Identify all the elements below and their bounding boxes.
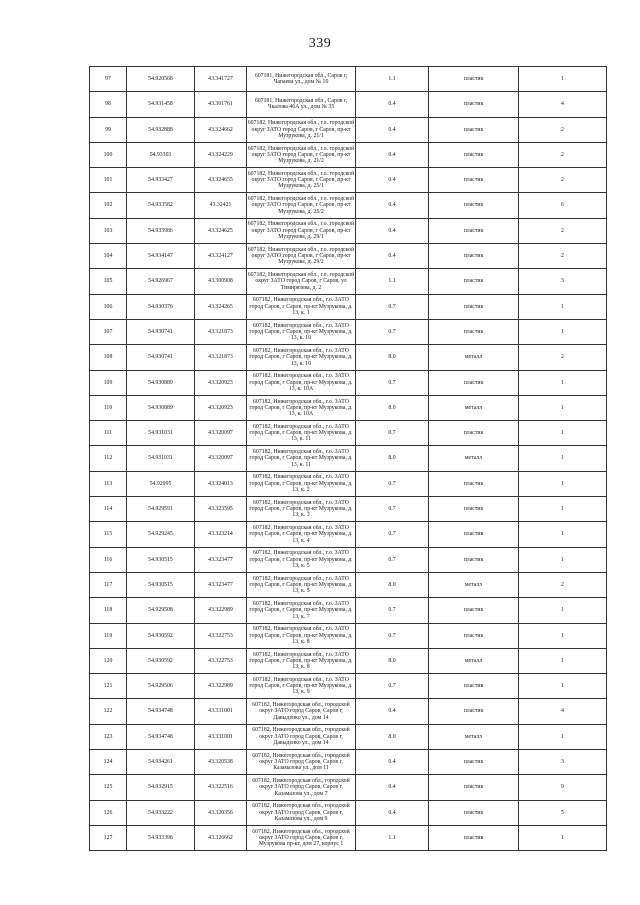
address-cell: 607182, Нижегородская обл., г.о. ЗАТО город Саров, г Саров, пр-кт Музрукова, д. 13, к. 4 <box>247 522 356 547</box>
volume-cell: 0.4 <box>356 699 429 724</box>
table-row <box>90 142 607 167</box>
latitude-cell: 54.934748 <box>127 724 195 749</box>
count-cell: 4 <box>519 699 607 724</box>
address-cell: 607182, Нижегородская обл., г.о. ЗАТО город Саров, г Саров, пр-кт Музрукова, д. 13, к. 10А <box>247 395 356 420</box>
row-number-cell: 121 <box>90 674 127 699</box>
volume-cell: 0.7 <box>356 547 429 572</box>
material-cell: пластик <box>429 168 519 193</box>
count-cell: 2 <box>519 218 607 243</box>
latitude-cell: 54.933222 <box>127 800 195 825</box>
longitude-cell: 43.324662 <box>195 117 247 142</box>
table-row <box>90 67 607 92</box>
count-cell: 2 <box>519 142 607 167</box>
latitude-cell: 54.931458 <box>127 92 195 117</box>
latitude-cell: 54.931031 <box>127 421 195 446</box>
count-cell: 1 <box>519 623 607 648</box>
row-number-cell: 122 <box>90 699 127 724</box>
volume-cell: 0.7 <box>356 674 429 699</box>
longitude-cell: 43.320538 <box>195 750 247 775</box>
longitude-cell: 43.331001 <box>195 724 247 749</box>
address-cell: 607182, Нижегородская обл., г.о. ЗАТО город Саров, г Саров, пр-кт Музрукова, д. 13, к. 11 <box>247 421 356 446</box>
longitude-cell: 43.323477 <box>195 547 247 572</box>
longitude-cell: 43.324625 <box>195 218 247 243</box>
material-cell: пластик <box>429 623 519 648</box>
row-number-cell: 101 <box>90 168 127 193</box>
latitude-cell: 54.929245 <box>127 522 195 547</box>
row-number-cell: 109 <box>90 370 127 395</box>
row-number-cell: 98 <box>90 92 127 117</box>
volume-cell: 8.0 <box>356 395 429 420</box>
table-row <box>90 193 607 218</box>
volume-cell: 0.7 <box>356 598 429 623</box>
longitude-cell: 43.322989 <box>195 674 247 699</box>
latitude-cell: 54.929506 <box>127 674 195 699</box>
table-row <box>90 598 607 623</box>
latitude-cell: 54.920568 <box>127 67 195 92</box>
table-row <box>90 218 607 243</box>
row-number-cell: 113 <box>90 471 127 496</box>
material-cell: пластик <box>429 193 519 218</box>
latitude-cell: 54.930889 <box>127 370 195 395</box>
table-row <box>90 547 607 572</box>
material-cell: пластик <box>429 547 519 572</box>
address-cell: 607182, Нижегородская обл., г.о. ЗАТО город Саров, г Саров, пр-кт Музрукова, д. 13, к. 5 <box>247 547 356 572</box>
row-number-cell: 102 <box>90 193 127 218</box>
material-cell: пластик <box>429 674 519 699</box>
material-cell: пластик <box>429 800 519 825</box>
volume-cell: 0.7 <box>356 623 429 648</box>
table-row <box>90 825 607 850</box>
table-row <box>90 446 607 471</box>
longitude-cell: 43.324127 <box>195 244 247 269</box>
latitude-cell: 54.933427 <box>127 168 195 193</box>
count-cell: 2 <box>519 345 607 370</box>
latitude-cell: 54.930592 <box>127 648 195 673</box>
table-row <box>90 244 607 269</box>
latitude-cell: 54.930889 <box>127 395 195 420</box>
row-number-cell: 100 <box>90 142 127 167</box>
address-cell: 607182, Нижегородская обл., городской округ ЗАТО город Саров, Саров г, Казамазова ул., дом 11 <box>247 750 356 775</box>
longitude-cell: 43.331001 <box>195 699 247 724</box>
address-cell: 607181, Нижегородская обл., Саров г, Чапаева ул., дом № 10 <box>247 67 356 92</box>
count-cell: 6 <box>519 193 607 218</box>
material-cell: металл <box>429 446 519 471</box>
latitude-cell: 54.932915 <box>127 775 195 800</box>
longitude-cell: 43.323595 <box>195 497 247 522</box>
row-number-cell: 124 <box>90 750 127 775</box>
container-sites-table <box>89 66 607 851</box>
material-cell: металл <box>429 648 519 673</box>
volume-cell: 0.7 <box>356 370 429 395</box>
address-cell: 607182, Нижегородская обл., г.о. ЗАТО город Саров, г Саров, пр-кт Музрукова, д. 13, к. 10А <box>247 370 356 395</box>
table-row <box>90 319 607 344</box>
address-cell: 607182, Нижегородская обл., г.о. городской округ ЗАТО город Саров, г Саров, пр-кт Музрукова, д. 21/1 <box>247 117 356 142</box>
row-number-cell: 118 <box>90 598 127 623</box>
address-cell: 607182, Нижегородская обл., г.о. городской округ ЗАТО город Саров, г Саров, пр-кт Музрукова, д. 21/2 <box>247 142 356 167</box>
address-cell: 607182, Нижегородская обл., г.о. ЗАТО город Саров, г Саров, пр-кт Музрукова, д. 13, к. 1 <box>247 294 356 319</box>
volume-cell: 0.4 <box>356 218 429 243</box>
count-cell: 1 <box>519 370 607 395</box>
count-cell: 1 <box>519 724 607 749</box>
table-row <box>90 775 607 800</box>
address-cell: 607182, Нижегородская обл., городской округ ЗАТО город Саров, Саров г, Давыденко ул., дом 14 <box>247 724 356 749</box>
row-number-cell: 115 <box>90 522 127 547</box>
row-number-cell: 97 <box>90 67 127 92</box>
row-number-cell: 104 <box>90 244 127 269</box>
material-cell: пластик <box>429 294 519 319</box>
count-cell: 1 <box>519 648 607 673</box>
count-cell: 9 <box>519 775 607 800</box>
address-cell: 607182, Нижегородская обл., г.о. ЗАТО город Саров, г Саров, пр-кт Музрукова, д. 13, к. 10 <box>247 345 356 370</box>
row-number-cell: 126 <box>90 800 127 825</box>
longitude-cell: 43.321873 <box>195 319 247 344</box>
table-row <box>90 497 607 522</box>
row-number-cell: 103 <box>90 218 127 243</box>
material-cell: металл <box>429 724 519 749</box>
row-number-cell: 125 <box>90 775 127 800</box>
material-cell: пластик <box>429 67 519 92</box>
material-cell: пластик <box>429 699 519 724</box>
row-number-cell: 99 <box>90 117 127 142</box>
longitude-cell: 43.320923 <box>195 370 247 395</box>
latitude-cell: 54.933398 <box>127 825 195 850</box>
address-cell: 607181, Нижегородская обл., Саров г, Чкалова 46А ул., дом № 35 <box>247 92 356 117</box>
address-cell: 607182, Нижегородская обл., г.о. городской округ ЗАТО город Саров, г Саров, пр-кт Музрукова, д. 25/1 <box>247 168 356 193</box>
count-cell: 2 <box>519 117 607 142</box>
material-cell: пластик <box>429 244 519 269</box>
material-cell: пластик <box>429 218 519 243</box>
material-cell: металл <box>429 395 519 420</box>
count-cell: 2 <box>519 244 607 269</box>
material-cell: пластик <box>429 269 519 294</box>
table-row <box>90 269 607 294</box>
row-number-cell: 111 <box>90 421 127 446</box>
address-cell: 607182, Нижегородская обл., городской округ ЗАТО город Саров, Саров г, Музрукова пр-кт, дом 27, корпус 1 <box>247 825 356 850</box>
volume-cell: 8.0 <box>356 446 429 471</box>
volume-cell: 0.4 <box>356 117 429 142</box>
table-row <box>90 168 607 193</box>
volume-cell: 1.1 <box>356 67 429 92</box>
longitude-cell: 43.324655 <box>195 168 247 193</box>
latitude-cell: 54.934147 <box>127 244 195 269</box>
table-row <box>90 92 607 117</box>
volume-cell: 0.7 <box>356 471 429 496</box>
volume-cell: 0.4 <box>356 750 429 775</box>
row-number-cell: 119 <box>90 623 127 648</box>
table-row <box>90 800 607 825</box>
longitude-cell: 43.324013 <box>195 471 247 496</box>
count-cell: 1 <box>519 471 607 496</box>
table-row <box>90 421 607 446</box>
latitude-cell: 54.929591 <box>127 497 195 522</box>
table-row <box>90 724 607 749</box>
material-cell: пластик <box>429 92 519 117</box>
volume-cell: 0.7 <box>356 522 429 547</box>
table-row <box>90 623 607 648</box>
table-row <box>90 117 607 142</box>
longitude-cell: 43.326662 <box>195 825 247 850</box>
longitude-cell: 43.300908 <box>195 269 247 294</box>
address-cell: 607182, Нижегородская обл., г.о. городской округ ЗАТО город Саров, г Саров, пр-кт Музрукова, д. 29/2 <box>247 244 356 269</box>
longitude-cell: 43.322516 <box>195 775 247 800</box>
table-row <box>90 294 607 319</box>
latitude-cell: 54.930741 <box>127 345 195 370</box>
row-number-cell: 112 <box>90 446 127 471</box>
latitude-cell: 54.933582 <box>127 193 195 218</box>
page-number: 339 <box>308 36 332 51</box>
longitude-cell: 43.324229 <box>195 142 247 167</box>
address-cell: 607182, Нижегородская обл., г.о. ЗАТО город Саров, г Саров, пр-кт Музрукова, д. 13, к. 8 <box>247 623 356 648</box>
longitude-cell: 43.322753 <box>195 648 247 673</box>
address-cell: 607182, Нижегородская обл., г.о. ЗАТО город Саров, г Саров, пр-кт Музрукова, д. 13, к. 10 <box>247 319 356 344</box>
count-cell: 1 <box>519 421 607 446</box>
longitude-cell: 43.320097 <box>195 421 247 446</box>
row-number-cell: 114 <box>90 497 127 522</box>
material-cell: пластик <box>429 825 519 850</box>
longitude-cell: 43.322989 <box>195 598 247 623</box>
count-cell: 1 <box>519 294 607 319</box>
volume-cell: 0.4 <box>356 775 429 800</box>
longitude-cell: 43.320097 <box>195 446 247 471</box>
row-number-cell: 107 <box>90 319 127 344</box>
volume-cell: 8.0 <box>356 724 429 749</box>
table-row <box>90 648 607 673</box>
table-row <box>90 345 607 370</box>
count-cell: 1 <box>519 547 607 572</box>
volume-cell: 0.4 <box>356 193 429 218</box>
address-cell: 607182, Нижегородская обл., г.о. ЗАТО город Саров, г Саров, пр-кт Музрукова, д. 13, к. 11 <box>247 446 356 471</box>
volume-cell: 0.7 <box>356 421 429 446</box>
latitude-cell: 54.926967 <box>127 269 195 294</box>
count-cell: 4 <box>519 92 607 117</box>
table-row <box>90 674 607 699</box>
address-cell: 607182, Нижегородская обл., г.о. ЗАТО город Саров, г Саров, пр-кт Музрукова, д. 13, к. 8 <box>247 648 356 673</box>
count-cell: 3 <box>519 750 607 775</box>
volume-cell: 8.0 <box>356 572 429 597</box>
material-cell: пластик <box>429 497 519 522</box>
latitude-cell: 54.932888 <box>127 117 195 142</box>
latitude-cell: 54.930376 <box>127 294 195 319</box>
count-cell: 1 <box>519 446 607 471</box>
material-cell: пластик <box>429 142 519 167</box>
material-cell: пластик <box>429 117 519 142</box>
latitude-cell: 54.92995 <box>127 471 195 496</box>
longitude-cell: 43.320356 <box>195 800 247 825</box>
material-cell: пластик <box>429 750 519 775</box>
table-row <box>90 750 607 775</box>
count-cell: 3 <box>519 269 607 294</box>
volume-cell: 0.7 <box>356 294 429 319</box>
address-cell: 607182, Нижегородская обл., г.о. городской округ ЗАТО город Саров, г Саров, пр-кт Музрукова, д. 25/2 <box>247 193 356 218</box>
row-number-cell: 116 <box>90 547 127 572</box>
volume-cell: 8.0 <box>356 648 429 673</box>
row-number-cell: 110 <box>90 395 127 420</box>
latitude-cell: 54.930515 <box>127 572 195 597</box>
volume-cell: 0.4 <box>356 92 429 117</box>
count-cell: 5 <box>519 800 607 825</box>
count-cell: 1 <box>519 825 607 850</box>
address-cell: 607182, Нижегородская обл., г.о. городской округ ЗАТО город Саров, г Саров, пр-кт Музрукова, д. 29/1 <box>247 218 356 243</box>
latitude-cell: 54.934261 <box>127 750 195 775</box>
longitude-cell: 43.341727 <box>195 67 247 92</box>
latitude-cell: 54.930741 <box>127 319 195 344</box>
count-cell: 1 <box>519 674 607 699</box>
material-cell: пластик <box>429 471 519 496</box>
longitude-cell: 43.32421 <box>195 193 247 218</box>
latitude-cell: 54.929508 <box>127 598 195 623</box>
count-cell: 2 <box>519 572 607 597</box>
volume-cell: 0.4 <box>356 800 429 825</box>
count-cell: 1 <box>519 522 607 547</box>
address-cell: 607182, Нижегородская обл., городской округ ЗАТО город Саров, Саров г, Казамазова ул., дом 7 <box>247 775 356 800</box>
address-cell: 607182, Нижегородская обл., г.о. ЗАТО город Саров, г Саров, пр-кт Музрукова, д. 13, к. 5 <box>247 572 356 597</box>
row-number-cell: 108 <box>90 345 127 370</box>
volume-cell: 1.1 <box>356 825 429 850</box>
address-cell: 607182, Нижегородская обл., г.о. городской округ ЗАТО город Саров, г Саров, ул Тимирязева, д. 2 <box>247 269 356 294</box>
material-cell: пластик <box>429 370 519 395</box>
longitude-cell: 43.301761 <box>195 92 247 117</box>
latitude-cell: 54.930592 <box>127 623 195 648</box>
row-number-cell: 105 <box>90 269 127 294</box>
material-cell: пластик <box>429 598 519 623</box>
address-cell: 607182, Нижегородская обл., г.о. ЗАТО город Саров, г Саров, пр-кт Музрукова, д. 13, к. 2 <box>247 471 356 496</box>
volume-cell: 8.0 <box>356 345 429 370</box>
row-number-cell: 127 <box>90 825 127 850</box>
address-cell: 607182, Нижегородская обл., г.о. ЗАТО город Саров, г Саров, пр-кт Музрукова, д. 13, к. 3 <box>247 497 356 522</box>
material-cell: пластик <box>429 319 519 344</box>
count-cell: 1 <box>519 319 607 344</box>
volume-cell: 0.7 <box>356 319 429 344</box>
material-cell: пластик <box>429 421 519 446</box>
longitude-cell: 43.320923 <box>195 395 247 420</box>
longitude-cell: 43.324265 <box>195 294 247 319</box>
material-cell: металл <box>429 345 519 370</box>
row-number-cell: 123 <box>90 724 127 749</box>
volume-cell: 0.7 <box>356 497 429 522</box>
material-cell: пластик <box>429 522 519 547</box>
table-body <box>90 67 607 851</box>
latitude-cell: 54.931031 <box>127 446 195 471</box>
address-cell: 607182, Нижегородская обл., городской округ ЗАТО город Саров, Саров г, Казамазова ул., дом 9 <box>247 800 356 825</box>
count-cell: 1 <box>519 67 607 92</box>
material-cell: пластик <box>429 775 519 800</box>
longitude-cell: 43.323214 <box>195 522 247 547</box>
count-cell: 1 <box>519 497 607 522</box>
latitude-cell: 54.93303 <box>127 142 195 167</box>
volume-cell: 0.4 <box>356 142 429 167</box>
longitude-cell: 43.321873 <box>195 345 247 370</box>
table-row <box>90 471 607 496</box>
volume-cell: 0.4 <box>356 244 429 269</box>
table-row <box>90 370 607 395</box>
latitude-cell: 54.933986 <box>127 218 195 243</box>
table-row <box>90 699 607 724</box>
count-cell: 2 <box>519 168 607 193</box>
row-number-cell: 120 <box>90 648 127 673</box>
count-cell: 1 <box>519 395 607 420</box>
row-number-cell: 106 <box>90 294 127 319</box>
table-row <box>90 395 607 420</box>
table-row <box>90 572 607 597</box>
address-cell: 607182, Нижегородская обл., г.о. ЗАТО город Саров, г Саров, пр-кт Музрукова, д. 13, к. 7 <box>247 598 356 623</box>
address-cell: 607182, Нижегородская обл., г.о. ЗАТО город Саров, г Саров, пр-кт Музрукова, д. 13, к. 9 <box>247 674 356 699</box>
volume-cell: 1.1 <box>356 269 429 294</box>
row-number-cell: 117 <box>90 572 127 597</box>
longitude-cell: 43.323477 <box>195 572 247 597</box>
volume-cell: 0.4 <box>356 168 429 193</box>
count-cell: 1 <box>519 598 607 623</box>
longitude-cell: 43.322753 <box>195 623 247 648</box>
address-cell: 607182, Нижегородская обл., городской округ ЗАТО город Саров, Саров г, Давыденко ул., дом 14 <box>247 699 356 724</box>
material-cell: металл <box>429 572 519 597</box>
table-row <box>90 522 607 547</box>
latitude-cell: 54.934748 <box>127 699 195 724</box>
latitude-cell: 54.930515 <box>127 547 195 572</box>
